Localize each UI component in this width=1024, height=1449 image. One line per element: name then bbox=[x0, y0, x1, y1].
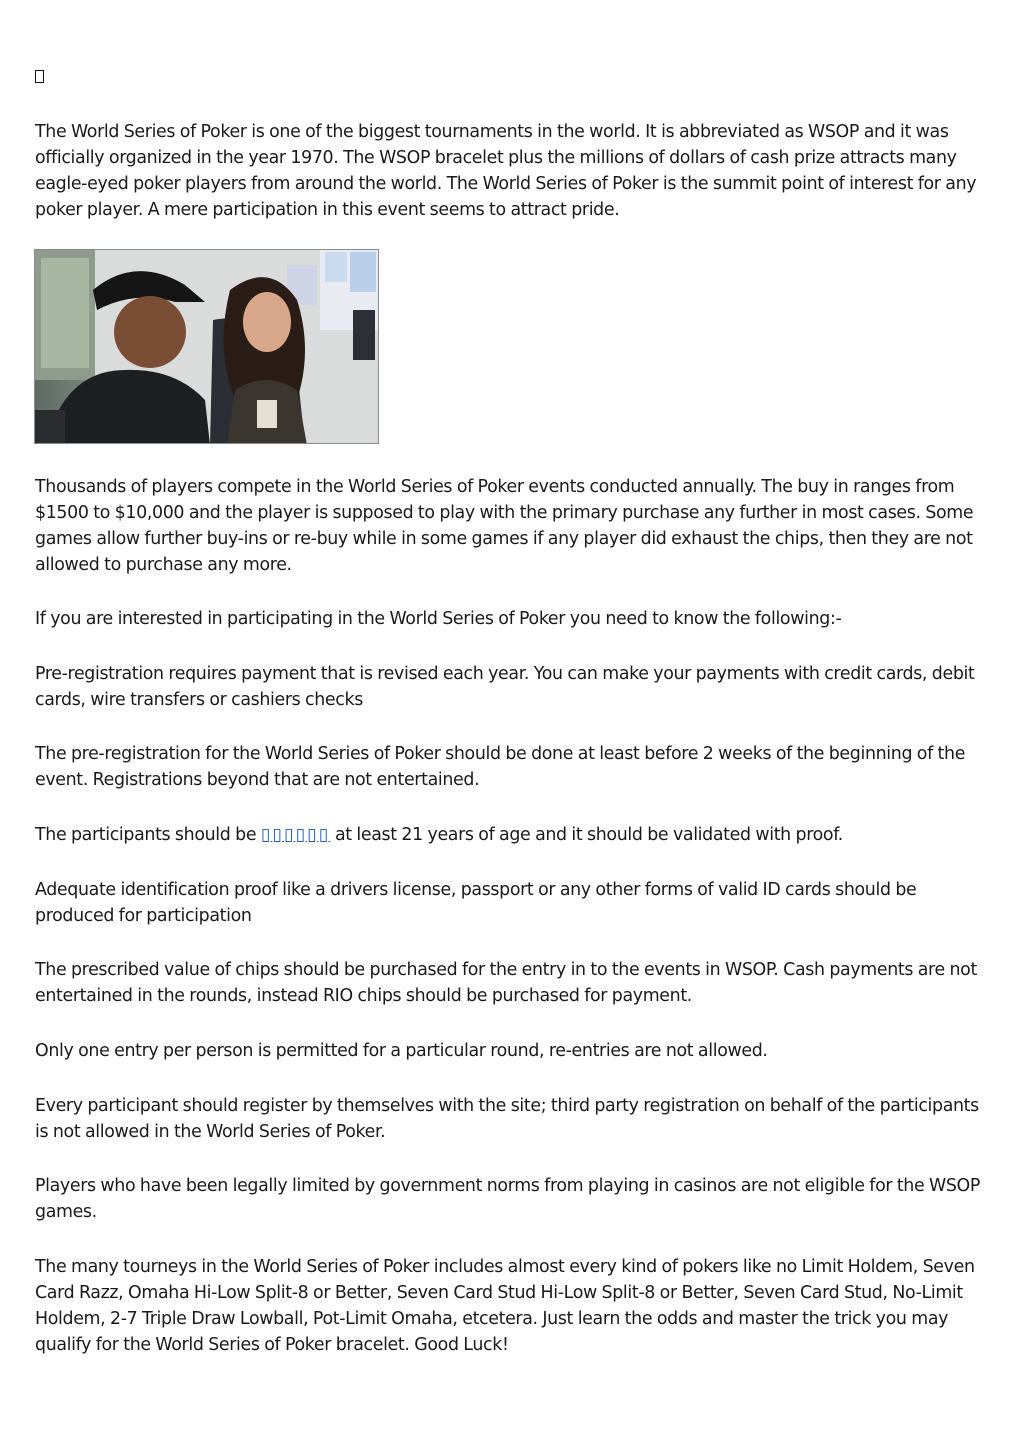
self-registration-paragraph: Every participant should register by themselves with the site; third party registration on behalf of the participants is not allowed in the World Series of Poker. bbox=[35, 1096, 979, 1142]
requirements-intro-paragraph: If you are interested in participating in the World Series of Poker you need to know the following:- bbox=[35, 609, 842, 629]
article-photo bbox=[34, 249, 379, 444]
eligibility-paragraph: Players who have been legally limited by government norms from playing in casinos are not eligible for the WSOP games. bbox=[35, 1176, 981, 1222]
identification-paragraph: Adequate identification proof like a drivers license, passport or any other forms of valid ID cards should be produced for participation bbox=[35, 880, 917, 926]
age-text-before: The participants should be bbox=[35, 825, 261, 845]
intro-paragraph: The World Series of Poker is one of the biggest tournaments in the world. It is abbreviated as WSOP and it was officially organized in the year 1970. The WSOP bracelet plus the millions of dollars of cash prize attracts many eagle-eyed poker players from around the world. The World Series of Poker is the summit point of interest for any poker player. A mere participation in this event seems to attract pride. bbox=[35, 122, 977, 220]
buy-in-paragraph: Thousands of players compete in the World Series of Poker events conducted annually. The buy in ranges from $1500 to $10,000 and the player is supposed to play with the primary purchase any further in most cases. Some games allow further buy-ins or re-buy while in some games if any player did exhaust the chips, then they are not allowed to purchase any more. bbox=[35, 477, 974, 575]
missing-glyph-icon bbox=[35, 70, 44, 83]
pre-registration-deadline-paragraph: The pre-registration for the World Series of Poker should be done at least before 2 weeks of the beginning of the event. Registrations beyond that are not entertained. bbox=[35, 744, 966, 790]
tourneys-paragraph: The many tourneys in the World Series of Poker includes almost every kind of pokers like no Limit Holdem, Seven Card Razz, Omaha Hi-Low Split-8 or Better, Seven Card Stud Hi-Low Split-8 or Better, Seven Card Stud, No-Limit Holdem, 2-7 Triple Draw Lowball, Pot-Limit Omaha, etcetera. Just learn the odds and master the trick you may qualify for the World Series of Poker bracelet. Good Luck! bbox=[35, 1257, 975, 1355]
single-entry-paragraph: Only one entry per person is permitted for a particular round, re-entries are not allowed. bbox=[35, 1041, 768, 1061]
pre-registration-payment-paragraph: Pre-registration requires payment that is revised each year. You can make your payments with credit cards, debit cards, wire transfers or cashiers checks bbox=[35, 664, 975, 710]
inline-link[interactable]: ▯▯▯▯▯▯ bbox=[260, 825, 331, 845]
photo-illustration bbox=[35, 250, 379, 444]
age-text-after: at least 21 years of age and it should be validated with proof. bbox=[330, 825, 843, 845]
chips-paragraph: The prescribed value of chips should be purchased for the entry in to the events in WSOP. Cash payments are not entertained in the rounds, instead RIO chips should be purchased for payment. bbox=[35, 960, 977, 1006]
age-requirement-paragraph bbox=[35, 822, 990, 848]
